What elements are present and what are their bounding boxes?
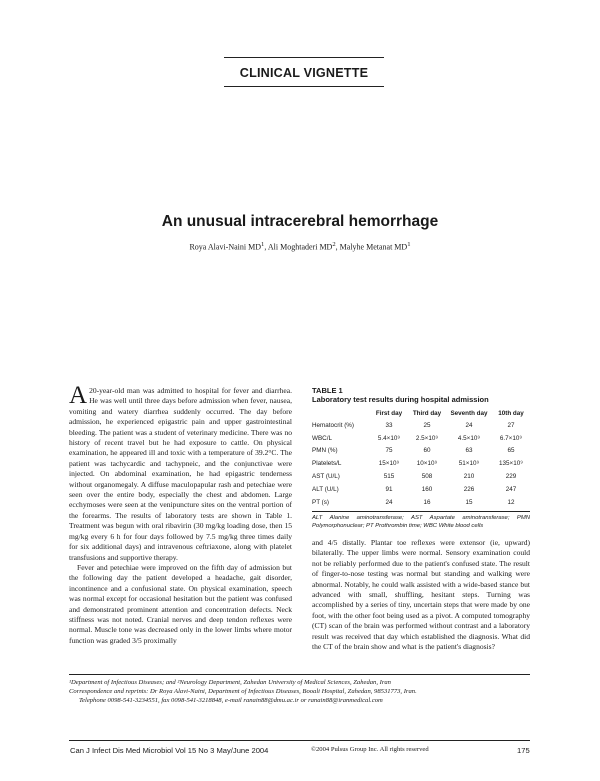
table-label: TABLE 1 — [312, 386, 343, 395]
table-cell: 25 — [423, 421, 431, 429]
table-cell: 91 — [385, 485, 393, 493]
table-row — [312, 483, 530, 496]
row-label: WBC/L — [312, 434, 332, 442]
table-cell: 226 — [463, 485, 475, 493]
lab-results-table — [312, 407, 530, 509]
table-cell: 24 — [465, 421, 473, 429]
table-cell: 63 — [465, 447, 473, 455]
row-label: ALT (U/L) — [312, 485, 339, 493]
table-note: ALT Alanine aminotransferase; AST Aspartate aminotransferase; PMN Polymorphonuclear; PT Prothrombin time; WBC White blood cells — [312, 514, 530, 529]
table-row — [312, 445, 530, 458]
author-affiliation: 2 — [332, 241, 336, 248]
footer-rule — [69, 740, 530, 741]
table-cell: 2.5×10⁹ — [415, 434, 439, 442]
row-label: AST (U/L) — [312, 473, 340, 481]
footnote-rule — [69, 674, 530, 675]
author-separator: , — [335, 242, 340, 252]
table-cell: 15 — [465, 498, 473, 506]
column-header — [312, 407, 370, 419]
table-cell: 6.7×10⁹ — [499, 434, 523, 442]
table-cell: 12 — [507, 498, 515, 506]
table-cell: 247 — [505, 485, 517, 493]
row-label: Platelets/L — [312, 460, 342, 468]
column-header: Third day — [412, 409, 442, 417]
column-header: First day — [375, 409, 403, 417]
table-cell: 75 — [385, 447, 393, 455]
table-cell: 60 — [423, 447, 431, 455]
table-header-row — [312, 407, 530, 419]
table-cell: 15×10⁹ — [378, 460, 400, 468]
page-number: 175 — [517, 746, 530, 755]
table-rule — [312, 511, 530, 512]
table-cell: 135×10⁹ — [499, 460, 523, 468]
table-cell: 508 — [421, 473, 433, 481]
article-title: An unusual intracerebral hemorrhage — [161, 213, 439, 230]
author-affiliation: 1 — [407, 241, 411, 248]
row-label: Hematocrit (%) — [312, 421, 354, 429]
table-cell: 65 — [507, 447, 515, 455]
header-rule-top — [224, 57, 384, 58]
author-name: Ali Moghtaderi MD — [267, 242, 333, 252]
table-cell: 27 — [507, 421, 515, 429]
table-row — [312, 496, 530, 509]
author-list — [0, 241, 600, 252]
body-right-column — [312, 538, 530, 652]
author-separator: , — [264, 242, 268, 252]
body-paragraph: Fever and petechiae were improved on the fifth day of admission but the following day the patient developed a headache, gait disorder, incontinence and a confusional state. On physical examination, speech was normal except for occasional hesitation but the patient was confused and demonstrated prominent attention and concentration defects. Neck stiffness was not noted. Cranial nerves and deep tendon reflexes were normal. Muscle tone was decreased only in the lower limbs where motor function was graded 3/5 proximally — [69, 562, 292, 645]
affiliations-note: ¹Department of Infectious Diseases; and ²Neurology Department, Zahedan University of Medical Sciences, Zahedan, Iran — [69, 679, 391, 686]
table-row — [312, 432, 530, 445]
author-name: Malyhe Metanat MD — [339, 242, 408, 252]
row-label: PT (s) — [312, 498, 330, 506]
paragraph-text: 20-year-old man was admitted to hospital for fever and diarrhea. He was well until three days before admission when fever, nausea, vomiting and watery diarrhea suddenly occurred. The day before admission, he experienced epigastric pain and upper gastrointestinal bleeding. The patient was a student of veterinary medicine. There was no history of recent travel but he had exposure to cattle. On physical examination, he appeared ill and toxic with a temperature of 39.2°C. The patient was tachycardic and tachypneic, and the conjunctivae were injected. On abdominal examination, he had epigastric tenderness without organomegaly. A diffuse maculopapular rash and petechiae were seen over the entire body, especially the chest and abdomen. Large ecchymoses were seen at the venipuncture sites on the ventral portion of the forearms. The results of laboratory tests are shown in Table 1. Treatment was begun with oral ribavirin (30 mg/kg loading dose, then 15 mg/kg every 6 h for four days followed by 7.5 mg/kg three times daily for six additional days) and intravenous ceftriaxone, along with platelet transfusions and supportive therapy. — [69, 386, 292, 562]
author-affiliation: 1 — [261, 241, 265, 248]
table-cell: 10×10⁹ — [416, 460, 438, 468]
table-row — [312, 470, 530, 483]
table-cell: 24 — [385, 498, 393, 506]
copyright-notice: ©2004 Pulsus Group Inc. All rights reserved — [311, 746, 429, 753]
table-cell: 51×10⁹ — [458, 460, 480, 468]
table-row — [312, 419, 530, 432]
column-header: 10th day — [498, 409, 524, 417]
table-cell: 515 — [383, 473, 395, 481]
row-label: PMN (%) — [312, 447, 338, 455]
table-caption: Laboratory test results during hospital admission — [312, 395, 489, 404]
body-paragraph: and 4/5 distally. Plantar toe reflexes were extensor (ie, upward) bilaterally. The upper limbs were normal. Sensory examination could not be reliably performed due to the patient's confused state. The result of finger-to-nose testing was normal but standing and walking were abnormal. Notably, he could walk assisted with a wide-based stance but advanced with small, shuffling, hesitant steps. Turning was accomplished by a series of tiny, uncertain steps that were made by one foot, with the other foot being used as a pivot. A computed tomography (CT) scan of the brain was performed without contrast and a laboratory result was received that day which established the diagnosis. What did the CT of the brain show and what is the patient's diagnosis? — [312, 538, 530, 652]
table-1 — [312, 386, 530, 530]
header-rule-bottom — [224, 86, 384, 87]
journal-citation: Can J Infect Dis Med Microbiol Vol 15 No 3 May/June 2004 — [70, 746, 269, 755]
drop-cap: A — [69, 382, 88, 409]
body-left-column — [69, 382, 292, 646]
table-cell: 5.4×10⁹ — [377, 434, 401, 442]
table-cell: 160 — [421, 485, 433, 493]
section-label: CLINICAL VIGNETTE — [239, 66, 369, 80]
table-cell: 4.5×10⁹ — [457, 434, 481, 442]
footnotes — [69, 678, 531, 706]
correspondence-note: Correspondence and reprints: Dr Roya Alavi-Naini, Department of Infectious Diseases, Booali Hospital, Zahedan, 98531773, Iran. — [69, 688, 417, 696]
body-paragraph — [69, 382, 292, 563]
table-cell: 210 — [463, 473, 475, 481]
table-cell: 229 — [505, 473, 517, 481]
table-cell: 16 — [423, 498, 431, 506]
table-row — [312, 457, 530, 470]
table-cell: 33 — [385, 421, 393, 429]
author-name: Roya Alavi-Naini MD — [189, 242, 261, 252]
column-header: Seventh day — [450, 409, 488, 417]
contact-note: Telephone 0098-541-3234551, fax 0098-541-3218848, e-mail ranain88@dmu.ac.ir or ranain88@iranmedical.com — [79, 697, 383, 705]
